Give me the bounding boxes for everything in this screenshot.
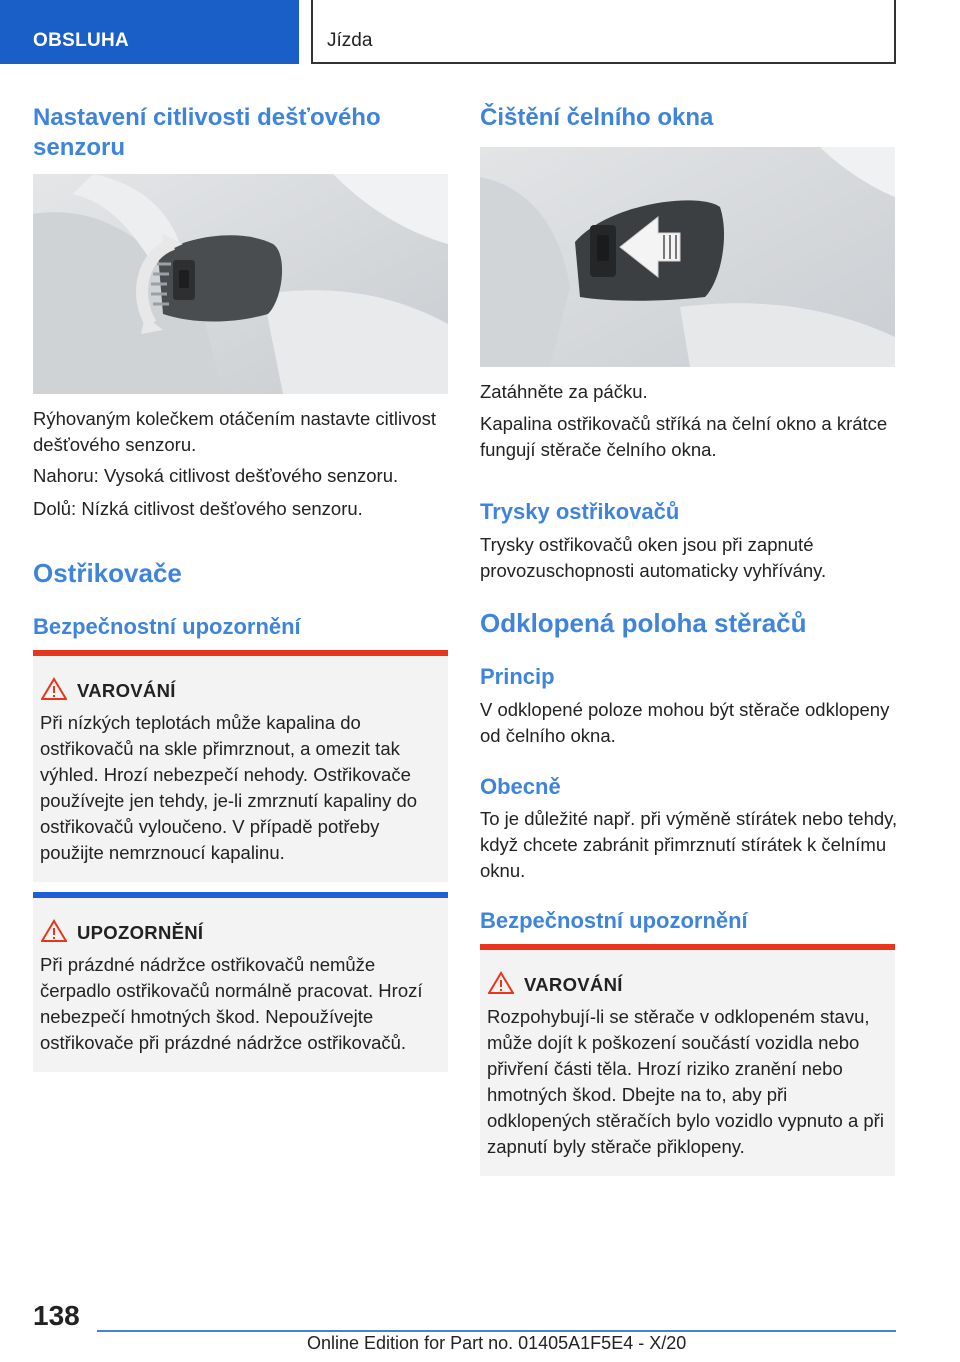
header-chapter-label: Jízda (327, 30, 373, 51)
rain-sensor-paragraph-3: Dolů: Nízká citlivost dešťového senzoru. (33, 498, 363, 519)
windshield-illustration (480, 147, 895, 367)
header-section-tab (0, 0, 299, 64)
general-paragraph: To je důležité např. při výměně stírátek nebo tehdy, když chcete zabránit přimrznutí stírátek k čelnímu oknu. (480, 808, 898, 881)
notice-bar (33, 892, 448, 898)
principle-paragraph: V odklopené poloze mohou být stěrače odklopeny od čelního okna. (480, 699, 890, 746)
warning-triangle-icon (41, 919, 67, 943)
nozzles-paragraph: Trysky ostřikovačů oken jsou při zapnuté provozuschopnosti automaticky vyhřívány. (480, 534, 827, 581)
heading-principle: Princip (480, 664, 555, 689)
warning-triangle-icon (488, 971, 514, 995)
heading-safety-right: Bezpečnostní upozornění (480, 908, 748, 933)
footer-edition: Online Edition for Part no. 01405A1F5E4 - X/20 (307, 1333, 687, 1353)
heading-windshield-cleaning: Čištění čelního okna (480, 104, 714, 131)
warning-box-right (480, 944, 895, 1176)
warning-title: VAROVÁNÍ (77, 680, 176, 701)
heading-rain-sensor: Nastavení citlivosti dešťového senzoru (33, 104, 381, 161)
rain-sensor-paragraph-2: Nahoru: Vysoká citlivost dešťového senzoru. (33, 465, 399, 486)
clean-paragraph-1: Zatáhněte za páčku. (480, 381, 648, 402)
rain-sensor-paragraph-1: Rýhovaným kolečkem otáčením nastavte citlivost dešťového senzoru. (33, 408, 437, 455)
page-number: 138 (33, 1300, 80, 1331)
header-section-label: OBSLUHA (33, 30, 130, 51)
warning-title: VAROVÁNÍ (524, 974, 623, 995)
warning-box-left (33, 650, 448, 882)
warning-text: Při nízkých teplotách může kapalina do ostřikovačů na skle přimrznout, a omezit tak výhled. Hrozí nebezpečí nehody. Ostřikovače používejte jen tehdy, je-li zmrznutí kapaliny do ostřikovačů vyloučeno. V případě potřeby použijte nemrznoucí kapalinu. (40, 712, 418, 863)
clean-paragraph-2: Kapalina ostřikovačů stříká na čelní okno a krátce fungují stěrače čelního okna. (480, 413, 888, 460)
warning-bar (480, 944, 895, 950)
notice-title: UPOZORNĚNÍ (77, 922, 204, 943)
footer-divider (97, 1330, 896, 1332)
warning-triangle-icon (41, 677, 67, 701)
heading-nozzles: Trysky ostřikovačů (480, 499, 680, 524)
notice-box-left (33, 892, 448, 1072)
heading-general: Obecně (480, 774, 561, 799)
heading-washers: Ostřikovače (33, 558, 182, 588)
heading-safety-left: Bezpečnostní upozornění (33, 614, 301, 639)
notice-text: Při prázdné nádržce ostřikovačů nemůže čerpadlo ostřikovačů normálně pracovat. Hrozí nebezpečí hmotných škod. Nepoužívejte ostřikovače při prázdné nádržce ostřikovačů. (40, 954, 423, 1053)
rain-sensor-photo (33, 174, 448, 394)
header-chapter-tab (311, 0, 896, 64)
warning-text: Rozpohybují-li se stěrače v odklopeném stavu, může dojít k poškození součástí vozidla nebo přivření části těla. Hrozí riziko zranění nebo hmotných škod. Dbejte na to, aby při odklopených stěračích bylo vozidlo vypnuto a při zapnutí byly stěrače přiklopeny. (487, 1006, 884, 1157)
windshield-photo (480, 147, 895, 367)
rain-sensor-illustration (33, 174, 448, 394)
heading-fold-position: Odklopená poloha stěračů (480, 608, 807, 638)
warning-bar (33, 650, 448, 656)
